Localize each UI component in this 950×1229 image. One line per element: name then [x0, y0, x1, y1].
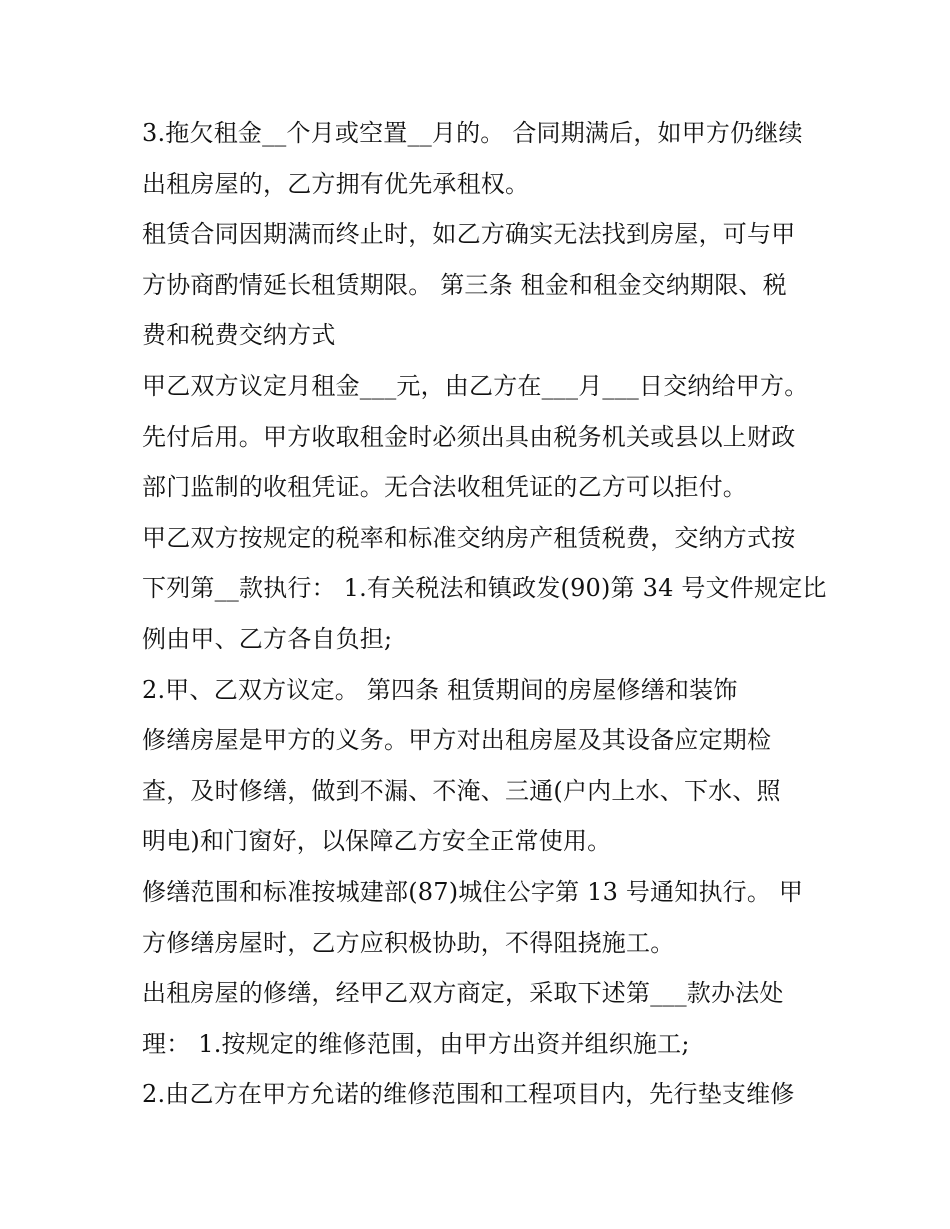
- text-line: 租赁合同因期满而终止时，如乙方确实无法找到房屋，可与甲: [142, 220, 796, 249]
- text-line: 例由甲、乙方各自负担;: [142, 624, 393, 653]
- text-line: 明电)和门窗好，以保障乙方安全正常使用。: [142, 827, 612, 856]
- text-line: 甲乙双方议定月租金___元，由乙方在___月___日交纳给甲方。: [142, 371, 809, 400]
- text-line: 甲乙双方按规定的税率和标准交纳房产租赁税费，交纳方式按: [142, 523, 796, 552]
- text-line: 出租房屋的修缮，经甲乙双方商定，采取下述第___款办法处: [142, 979, 784, 1008]
- text-line: 查，及时修缮，做到不漏、不淹、三通(户内上水、下水、照: [142, 776, 781, 805]
- text-line: 先付后用。甲方收取租金时必须出具由税务机关或县以上财政: [142, 422, 796, 451]
- text-line: 2.甲、乙双方议定。 第四条 租赁期间的房屋修缮和装饰: [142, 675, 738, 704]
- text-line: 2.由乙方在甲方允诺的维修范围和工程项目内，先行垫支维修: [142, 1080, 795, 1109]
- text-line: 3.拖欠租金__个月或空置__月的。 合同期满后，如甲方仍继续: [142, 119, 803, 147]
- text-line: 费和税费交纳方式: [142, 321, 336, 350]
- text-line: 出租房屋的，乙方拥有优先承租权。: [142, 169, 530, 198]
- text-line: 理： 1.按规定的维修范围，由甲方出资并组织施工;: [142, 1029, 690, 1058]
- document-body: [142, 108, 827, 1120]
- text-line: 修缮房屋是甲方的义务。甲方对出租房屋及其设备应定期检: [142, 726, 772, 755]
- text-line: 修缮范围和标准按城建部(87)城住公字第 13 号通知执行。 甲: [142, 877, 804, 906]
- text-line: 方协商酌情延长租赁期限。 第三条 租金和租金交纳期限、税: [142, 270, 787, 299]
- text-line: 方修缮房屋时，乙方应积极协助，不得阻挠施工。: [142, 928, 675, 957]
- text-line: 下列第__款执行： 1.有关税法和镇政发(90)第 34 号文件规定比: [142, 574, 827, 603]
- text-line: 部门监制的收租凭证。无合法收租凭证的乙方可以拒付。: [142, 473, 747, 502]
